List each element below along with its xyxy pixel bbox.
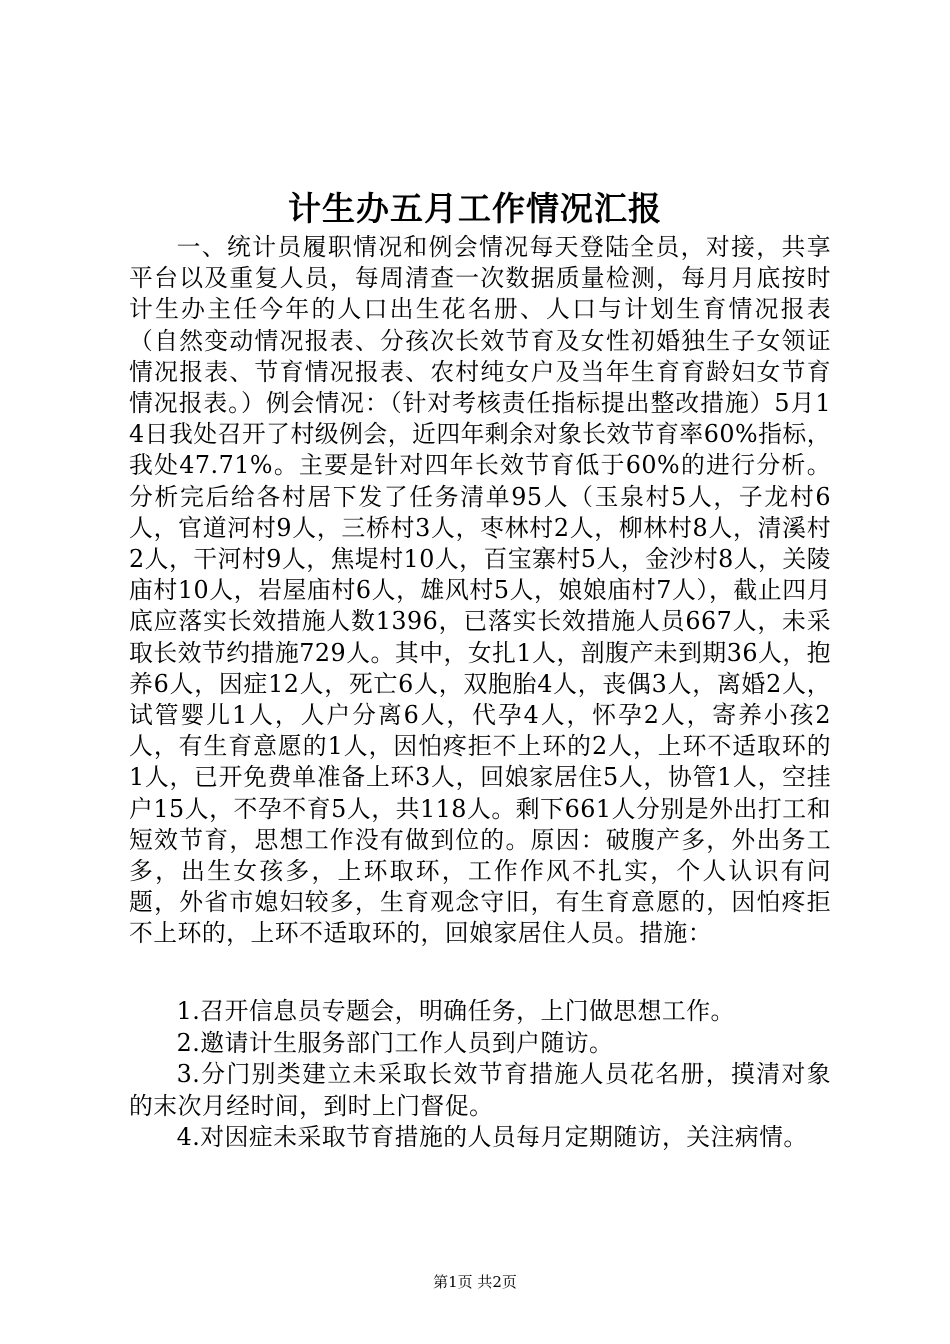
measure-item: 1.召开信息员专题会，明确任务，上门做思想工作。 — [176, 997, 735, 1025]
document-body — [129, 232, 831, 950]
main-paragraph: 一、统计员履职情况和例会情况每天登陆全员，对接，共享平台以及重复人员，每周清查一次数据质量检测，每月月底按时计生办主任今年的人口出生花名册、人口与计划生育情况报表（自然变动情况报表、分孩次长效节育及女性初婚独生子女领证情况报表、节育情况报表、农村纯女户及当年生育育龄妇女节育情况报表。）例会情况：（针对考核责任指标提出整改措施）5月14日我处召开了村级例会，近四年剩余对象长效节育率60%指标，我处47.71%。主要是针对四年长效节育低于60%的进行分析。分析完后给各村居下发了任务清单95人（玉泉村5人，子龙村6人，官道河村9人，三桥村3人，枣林村2人，柳林村8人，清溪村2人，干河村9人，焦堤村10人，百宝寨村5人，金沙村8人，关陵庙村10人，岩屋庙村6人，雄风村5人，娘娘庙村7人），截止四月底应落实长效措施人数1396，已落实长效措施人员667人，未采取长效节约措施729人。其中，女扎1人，剖腹产未到期36人，抱养6人，因症12人，死亡6人，双胞胎4人，丧偶3人，离婚2人，试管婴儿1人，人户分离6人，代孕4人，怀孕2人，寄养小孩2人，有生育意愿的1人，因怕疼拒不上环的2人，上环不适取环的1人，已开免费单准备上环3人，回娘家居住5人，协管1人，空挂户15人，不孕不育5人，共118人。剩下661人分别是外出打工和短效节育，思想工作没有做到位的。原因：破腹产多，外出务工多，出生女孩多，上环取环，工作作风不扎实，个人认识有问题，外省市媳妇较多，生育观念守旧，有生育意愿的，因怕疼拒不上环的，上环不适取环的，回娘家居住人员。措施： — [129, 233, 831, 948]
measure-item: 4.对因症未采取节育措施的人员每月定期随访，关注病情。 — [176, 1123, 808, 1151]
measure-item: 3.分门别类建立未采取长效节育措施人员花名册，摸清对象的末次月经时间，到时上门督促。 — [129, 1060, 831, 1120]
measure-item: 2.邀请计生服务部门工作人员到户随访。 — [176, 1028, 614, 1057]
page-indicator: 第1页 共2页 — [433, 1273, 517, 1291]
measures-list — [129, 996, 831, 1154]
document-title: 计生办五月工作情况汇报 — [288, 189, 662, 228]
